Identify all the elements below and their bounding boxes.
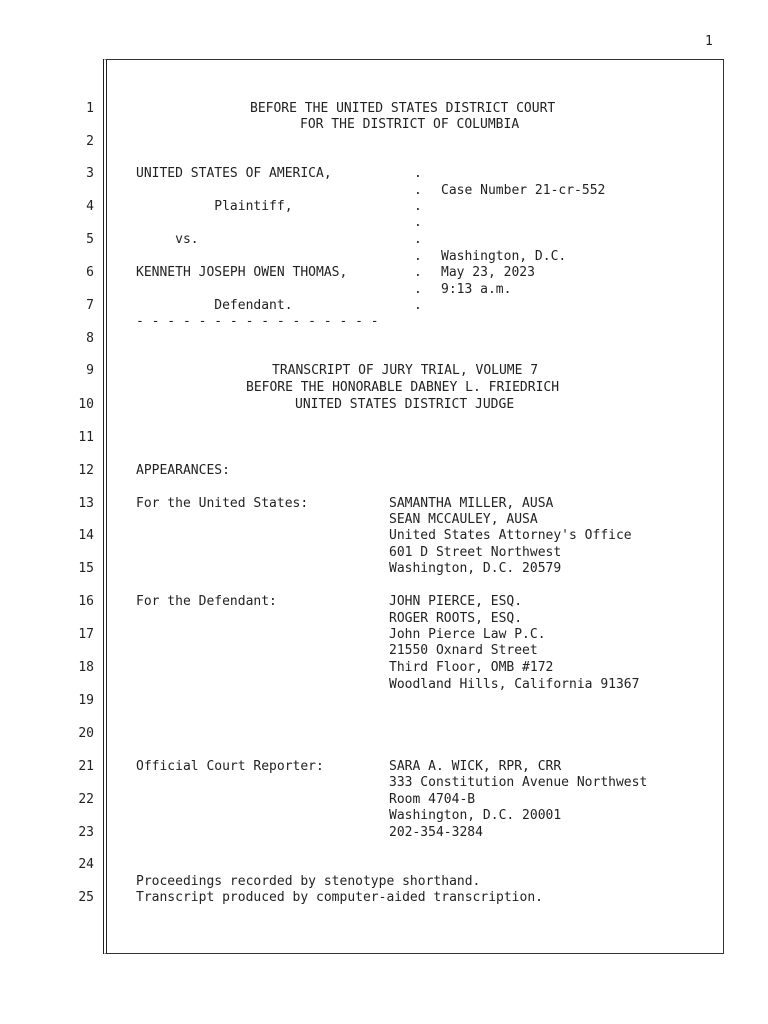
defense-counsel-label: For the Defendant: <box>136 594 277 609</box>
line-number: 3 <box>86 166 94 181</box>
caption-dot: . <box>414 166 422 181</box>
caption-dot: . <box>414 298 422 313</box>
caption-dot: . <box>414 199 422 214</box>
line-number: 22 <box>78 792 94 807</box>
caption-versus: vs. <box>136 232 199 247</box>
line-number: 23 <box>78 825 94 840</box>
defense-counsel-line: 21550 Oxnard Street <box>389 643 538 658</box>
caption-dot: . <box>414 249 422 264</box>
line-number: 6 <box>86 265 94 280</box>
line-number: 10 <box>78 397 94 412</box>
us-counsel-line: SEAN MCCAULEY, AUSA <box>389 512 538 527</box>
court-heading-line-1: BEFORE THE UNITED STATES DISTRICT COURT <box>250 101 556 116</box>
line-number: 20 <box>78 726 94 741</box>
line-number: 21 <box>78 759 94 774</box>
caption-divider: - - - - - - - - - - - - - - - - <box>136 314 379 329</box>
line-number: 25 <box>78 890 94 905</box>
court-reporter-line: Washington, D.C. 20001 <box>389 808 562 823</box>
us-counsel-line: SAMANTHA MILLER, AUSA <box>389 496 554 511</box>
defense-counsel-line: Third Floor, OMB #172 <box>389 660 554 675</box>
caption-party-defendant: KENNETH JOSEPH OWEN THOMAS, <box>136 265 348 280</box>
footer-line-2: Transcript produced by computer-aided transcription. <box>136 890 543 905</box>
caption-plaintiff-label: Plaintiff, <box>136 199 293 214</box>
transcript-title-line-3: UNITED STATES DISTRICT JUDGE <box>295 397 515 412</box>
page-number: 1 <box>705 34 713 49</box>
footer-line-1: Proceedings recorded by stenotype shorthand. <box>136 874 481 889</box>
line-number: 18 <box>78 660 94 675</box>
line-number: 4 <box>86 199 94 214</box>
line-number: 12 <box>78 463 94 478</box>
line-number: 13 <box>78 496 94 511</box>
transcript-title-line-1: TRANSCRIPT OF JURY TRIAL, VOLUME 7 <box>272 363 539 378</box>
court-reporter-label: Official Court Reporter: <box>136 759 324 774</box>
line-number: 15 <box>78 561 94 576</box>
court-heading-line-2: FOR THE DISTRICT OF COLUMBIA <box>300 117 520 132</box>
defense-counsel-line: JOHN PIERCE, ESQ. <box>389 594 523 609</box>
case-location: Washington, D.C. <box>441 249 567 264</box>
line-number: 16 <box>78 594 94 609</box>
us-counsel-line: Washington, D.C. 20579 <box>389 561 562 576</box>
case-time: 9:13 a.m. <box>441 282 512 297</box>
line-number: 14 <box>78 528 94 543</box>
line-number: 7 <box>86 298 94 313</box>
us-counsel-line: 601 D Street Northwest <box>389 545 562 560</box>
line-number: 8 <box>86 331 94 346</box>
caption-dot: . <box>414 183 422 198</box>
court-reporter-line: 333 Constitution Avenue Northwest <box>389 775 648 790</box>
court-reporter-line: 202-354-3284 <box>389 825 483 840</box>
line-number: 9 <box>86 363 94 378</box>
court-reporter-line: Room 4704-B <box>389 792 476 807</box>
line-number: 1 <box>86 101 94 116</box>
caption-party-plaintiff: UNITED STATES OF AMERICA, <box>136 166 332 181</box>
defense-counsel-line: ROGER ROOTS, ESQ. <box>389 611 523 626</box>
caption-dot: . <box>414 282 422 297</box>
line-number: 17 <box>78 627 94 642</box>
case-date: May 23, 2023 <box>441 265 535 280</box>
us-counsel-label: For the United States: <box>136 496 309 511</box>
line-number: 11 <box>78 430 94 445</box>
us-counsel-line: United States Attorney's Office <box>389 528 632 543</box>
case-number: Case Number 21-cr-552 <box>441 183 606 198</box>
defense-counsel-line: Woodland Hills, California 91367 <box>389 677 640 692</box>
caption-dot: . <box>414 215 422 230</box>
appearances-heading: APPEARANCES: <box>136 463 230 478</box>
line-number: 24 <box>78 857 94 872</box>
defense-counsel-line: John Pierce Law P.C. <box>389 627 546 642</box>
caption-dot: . <box>414 265 422 280</box>
caption-defendant-label: Defendant. <box>136 298 293 313</box>
court-reporter-line: SARA A. WICK, RPR, CRR <box>389 759 562 774</box>
transcript-title-line-2: BEFORE THE HONORABLE DABNEY L. FRIEDRICH <box>246 380 560 395</box>
caption-dot: . <box>414 232 422 247</box>
line-number: 2 <box>86 134 94 149</box>
line-number: 5 <box>86 232 94 247</box>
line-number: 19 <box>78 693 94 708</box>
